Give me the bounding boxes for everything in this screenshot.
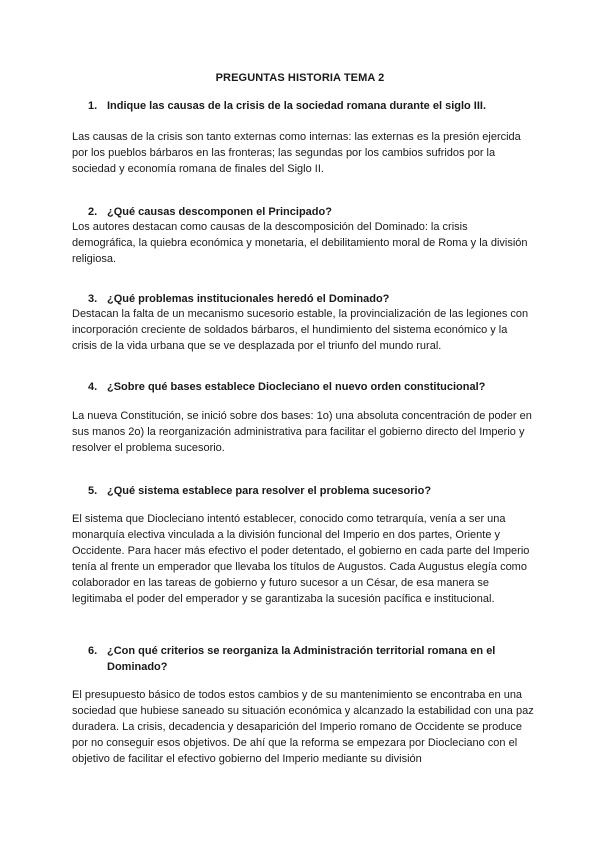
question-text: Indique las causas de la crisis de la sociedad romana durante el siglo III. — [107, 100, 487, 112]
answer-5: El sistema que Diocleciano intentó establecer, conocido como tetrarquía, venía a ser una monarquía electiva vinculada a la división funcional del Imperio en dos partes, Oriente y Occidente. Para hacer más efectivo el poder detentado, el gobierno en cada parte del Imperio tenía al frente un emperador que llevaba los títulos de Augustos. Cada Augustus elegía como colaborador en las tareas de gobierno y futuro sucesor a un César, de esa manera se legitimaba el poder del emperador y se garantizaba la sucesión pacífica e institucional. — [72, 513, 530, 605]
question-number: 4. — [88, 381, 98, 393]
document-title: PREGUNTAS HISTORIA TEMA 2 — [215, 72, 385, 84]
question-text: ¿Qué sistema establece para resolver el problema sucesorio? — [107, 485, 432, 497]
question-number: 3. — [88, 293, 98, 305]
answer-6: El presupuesto básico de todos estos cambios y de su mantenimiento se encontraba en una sociedad que hubiese saneado su situación económica y alcanzado la estabilidad con una paz duradera. La crisis, decadencia y desaparición del Imperio romano de Occidente se produce por no conseguir esos objetivos. De ahí que la reforma se empezara por Diocleciano con el objetivo de facilitar el efectivo gobierno del Imperio mediante su división — [72, 689, 534, 765]
answer-4: La nueva Constitución, se inició sobre dos bases: 1o) una absoluta concentración de poder en sus manos 2o) la reorganización administrativa para facilitar el gobierno directo del Imperio y resolver el problema sucesorio. — [72, 410, 532, 454]
question-4 — [88, 379, 528, 395]
question-text: ¿Qué causas descomponen el Principado? — [107, 206, 332, 218]
question-2 — [88, 204, 528, 220]
question-number: 2. — [88, 206, 98, 218]
question-number: 1. — [88, 100, 98, 112]
question-text: ¿Con qué criterios se reorganiza la Administración territorial romana en el Dominado? — [107, 645, 496, 673]
question-text: ¿Qué problemas institucionales heredó el Dominado? — [107, 293, 390, 305]
question-3 — [88, 291, 528, 307]
question-text: ¿Sobre qué bases establece Diocleciano el nuevo orden constitucional? — [107, 381, 486, 393]
question-1 — [88, 98, 528, 114]
question-number: 5. — [88, 485, 98, 497]
question-number: 6. — [88, 645, 98, 657]
question-6 — [88, 643, 528, 675]
answer-1: Las causas de la crisis son tanto externas como internas: las externas es la presión ejercida por los pueblos bárbaros en las fronteras; las segundas por los cambios sufridos por la sociedad y economía romana de finales del Siglo II. — [72, 131, 521, 175]
question-5 — [88, 483, 528, 499]
answer-2: Los autores destacan como causas de la descomposición del Dominado: la crisis demográfica, la quiebra económica y monetaria, el debilitamiento moral de Roma y la división religiosa. — [72, 221, 528, 265]
answer-3: Destacan la falta de un mecanismo sucesorio estable, la provincialización de las legiones con incorporación creciente de soldados bárbaros, el hundimiento del sistema económico y la crisis de la vida urbana que se ve desplazada por el triunfo del mundo rural. — [72, 308, 529, 352]
